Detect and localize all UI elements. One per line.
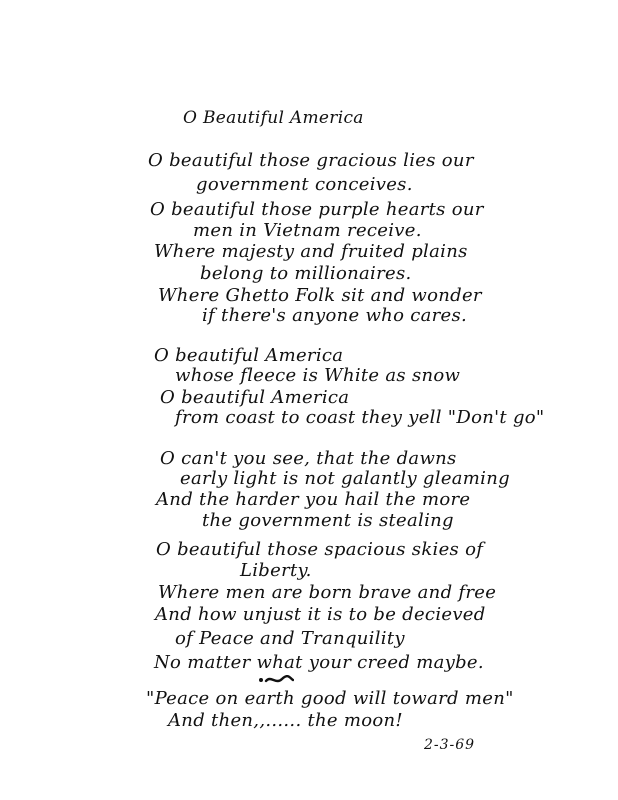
poem-line: government conceives. [196, 174, 413, 195]
poem-line: the government is stealing [202, 510, 454, 531]
poem-line: of Peace and Tranquility [175, 628, 405, 649]
poem-line: Liberty. [240, 560, 312, 581]
poem-line: if there's anyone who cares. [202, 305, 468, 326]
poem-line: O beautiful America [160, 387, 350, 408]
poem-line: whose fleece is White as snow [175, 365, 461, 386]
poem-line: And the harder you hail the more [156, 489, 471, 510]
poem-line: O beautiful those gracious lies our [148, 150, 474, 171]
poem-line: Where majesty and fruited plains [154, 241, 468, 262]
poem-line: O beautiful those purple hearts our [150, 199, 484, 220]
poem-line: men in Vietnam receive. [193, 220, 422, 241]
poem-line: O can't you see, that the dawns [160, 448, 457, 469]
poem-line: Where men are born brave and free [158, 582, 497, 603]
poem-line: No matter what your creed maybe. [154, 652, 484, 673]
poem-date: 2-3-69 [424, 737, 476, 753]
poem-line: O beautiful America [154, 345, 344, 366]
poem-line: And then,,...... the moon! [168, 710, 403, 731]
poem-line: "Peace on earth good will toward men" [146, 688, 514, 709]
poem-line: O beautiful those spacious skies of [156, 539, 484, 560]
poem-line: early light is not galantly gleaming [180, 468, 510, 489]
squiggle-mark [258, 675, 294, 685]
poem-line: And how unjust it is to be decieved [155, 604, 486, 625]
poem-title: O Beautiful America [183, 108, 364, 128]
poem-line: from coast to coast they yell "Don't go" [175, 407, 545, 428]
poem-line: Where Ghetto Folk sit and wonder [158, 285, 482, 306]
poem-line: belong to millionaires. [200, 263, 412, 284]
